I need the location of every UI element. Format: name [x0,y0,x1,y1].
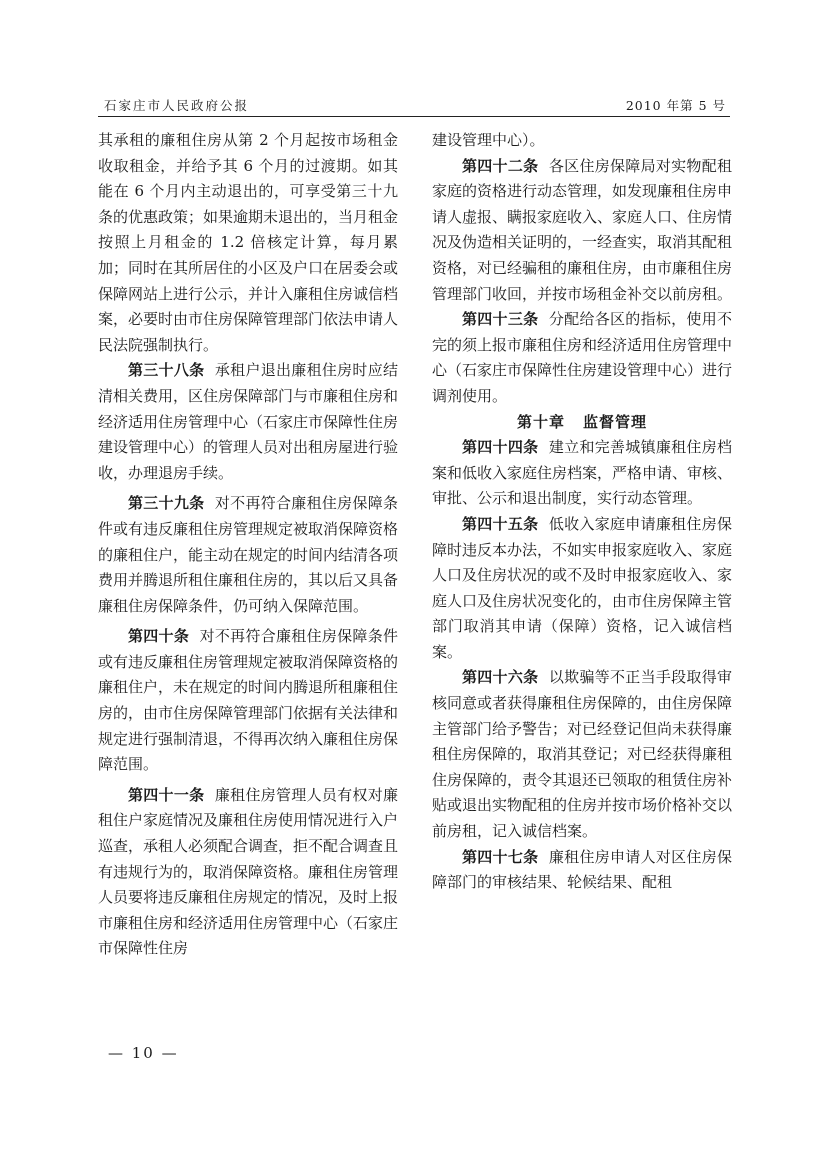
left-column [98,128,398,962]
article-39-text: 对不再符合廉租住房保障条件或有违反廉租住房管理规定被取消保障资格的廉租住户，能主动在规定的时间内结清各项费用并腾退所租住廉租住房的，其以后又具备廉租住房保障条件，仍可纳入保障范围。 [98,494,399,615]
article-38-title: 第三十八条 [128,361,205,380]
right-column [432,128,732,896]
article-41 [98,783,398,962]
article-45 [432,512,732,666]
article-45-title: 第四十五条 [462,514,539,533]
article-43-title: 第四十三条 [462,310,539,329]
issue-number: 2010 年第 5 号 [625,98,726,113]
article-43 [432,307,732,409]
article-44-text: 建立和完善城镇廉租住房档案和低收入家庭住房档案，严格申请、审核、审批、公示和退出制度，实行动态管理。 [432,438,733,508]
article-45-text: 低收入家庭申请廉租住房保障时违反本办法，不如实申报家庭收入、家庭人口及住房状况的或不及时申报家庭收入、家庭人口及住房状况变化的，由市住房保障主管部门取消其申请（保障）资格，记入诚信档案。 [432,514,733,661]
article-46-text: 以欺骗等不正当手段取得审核同意或者获得廉租住房保障的，由住房保障主管部门给予警告；对已经登记但尚未获得廉租住房保障的，取消其登记；对已经获得廉租住房保障的，责令其退还已领取的租赁住房补贴或退出实物配租的住房并按市场价格补交以前房租，记入诚信档案。 [432,668,733,841]
article-38-text: 承租户退出廉租住房时应结清相关费用，区住房保障部门与市廉租住房和经济适用住房管理中心（石家庄市保障性住房建设管理中心）的管理人员对出租房屋进行验收，办理退房手续。 [98,361,399,482]
article-44-title: 第四十四条 [462,438,539,457]
article-40-title: 第四十条 [128,627,190,646]
article-40 [98,624,398,778]
article-42 [432,154,732,308]
article-41-text: 廉租住房管理人员有权对廉租住户家庭情况及廉租住房使用情况进行入户巡查，承租人必须配合调查，拒不配合调查且有违规行为的，取消保障资格。廉租住房管理人员要将违反廉租住房规定的情况，及时上报市廉租住房和经济适用住房管理中心（石家庄市保障性住房 [98,785,399,958]
article-39 [98,491,398,619]
chapter-heading [432,410,732,436]
article-38 [98,358,398,486]
article-47 [432,845,732,896]
running-header [98,94,730,117]
article-47-text: 廉租住房申请人对区住房保障部门的审核结果、轮候结果、配租 [432,847,732,892]
article-42-text: 各区住房保障局对实物配租家庭的资格进行动态管理，如发现廉租住房申请人虚报、瞒报家庭收入、家庭人口、住房情况及伪造相关证明的，一经查实，取消其配租资格，对已经骗租的廉租住房，由市廉租住房管理部门收回，并按市场租金补交以前房租。 [432,156,733,303]
article-47-title: 第四十七条 [462,847,539,866]
article-44 [432,435,732,512]
article-46 [432,665,732,844]
article-39-title: 第三十九条 [128,494,205,513]
chapter-number: 第十章 [516,412,565,431]
paragraph-continuation-right: 建设管理中心）。 [432,131,545,149]
journal-title: 石家庄市人民政府公报 [104,98,250,113]
chapter-name: 监督管理 [583,412,648,431]
page-number: — 10 — [108,1044,179,1062]
article-41-title: 第四十一条 [128,785,205,804]
article-46-title: 第四十六条 [462,668,539,687]
article-40-text: 对不再符合廉租住房保障条件或有违反廉租住房管理规定被取消保障资格的廉租住户，未在规定的时间内腾退所租廉租住房的，由市住房保障管理部门依据有关法律和规定进行强制清退，不得再次纳入廉租住房保障范围。 [98,627,399,774]
paragraph-continuation: 其承租的廉租住房从第 2 个月起按市场租金收取租金，并给予其 6 个月的过渡期。如其能在 6 个月内主动退出的，可享受第三十九条的优惠政策；如果逾期未退出的，当月租金按照上月租金的 1.2 倍核定计算，每月累加；同时在其所居住的小区及户口在居委会或保障网站上进行公示，并计入廉租住房诚信档案，必要时由市住房保障管理部门依法申请人民法院强制执行。 [98,131,399,354]
article-43-text: 分配给各区的指标，使用不完的须上报市廉租住房和经济适用住房管理中心（石家庄市保障性住房建设管理中心）进行调剂使用。 [432,310,733,405]
article-42-title: 第四十二条 [462,156,539,175]
